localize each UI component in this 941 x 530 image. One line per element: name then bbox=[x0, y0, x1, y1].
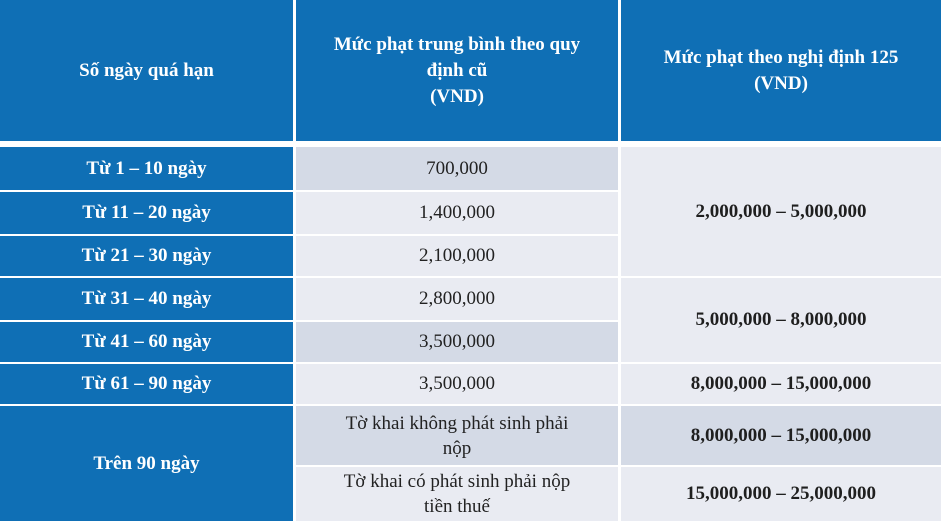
row-label-text: Từ 21 – 30 ngày bbox=[81, 245, 212, 266]
row-label-over-90 bbox=[0, 406, 296, 523]
new-fine-cell bbox=[621, 467, 941, 523]
row-label bbox=[0, 322, 296, 364]
old-fine-cell bbox=[296, 147, 621, 192]
new-fine-value: 15,000,000 – 25,000,000 bbox=[686, 483, 876, 504]
old-fine-value: 3,500,000 bbox=[419, 331, 495, 352]
header-days bbox=[0, 0, 296, 141]
old-fine-cell bbox=[296, 236, 621, 278]
new-fine-value: 8,000,000 – 15,000,000 bbox=[690, 373, 872, 394]
row-label-text: Từ 41 – 60 ngày bbox=[81, 331, 212, 352]
new-fine-cell bbox=[621, 147, 941, 278]
row-label-text: Từ 1 – 10 ngày bbox=[86, 157, 207, 179]
row-label-text: Trên 90 ngày bbox=[93, 452, 200, 474]
row-label bbox=[0, 147, 296, 192]
old-fine-cell bbox=[296, 467, 621, 523]
row-label bbox=[0, 364, 296, 406]
old-fine-value: Tờ khai có phát sinh phải nộp tiền thuế bbox=[343, 471, 571, 517]
row-label bbox=[0, 278, 296, 322]
old-fine-cell bbox=[296, 322, 621, 364]
old-fine-value: Tờ khai không phát sinh phải nộp bbox=[345, 412, 569, 459]
old-fine-cell bbox=[296, 278, 621, 322]
header-days-label: Số ngày quá hạn bbox=[79, 59, 214, 81]
row-label-text: Từ 31 – 40 ngày bbox=[81, 288, 212, 309]
new-fine-value: 2,000,000 – 5,000,000 bbox=[695, 200, 867, 222]
row-label-text: Từ 11 – 20 ngày bbox=[82, 202, 211, 223]
row-label-text: Từ 61 – 90 ngày bbox=[81, 373, 212, 394]
old-fine-value: 2,800,000 bbox=[419, 288, 495, 309]
new-fine-cell bbox=[621, 278, 941, 364]
old-fine-value: 2,100,000 bbox=[419, 245, 495, 266]
new-fine-value: 8,000,000 – 15,000,000 bbox=[690, 424, 872, 446]
old-fine-cell bbox=[296, 192, 621, 236]
header-old-fine bbox=[296, 0, 621, 141]
new-fine-cell bbox=[621, 406, 941, 467]
row-label bbox=[0, 236, 296, 278]
old-fine-cell bbox=[296, 364, 621, 406]
old-fine-value: 1,400,000 bbox=[419, 202, 495, 223]
old-fine-cell bbox=[296, 406, 621, 467]
row-label bbox=[0, 192, 296, 236]
header-new-fine bbox=[621, 0, 941, 141]
new-fine-cell bbox=[621, 364, 941, 406]
old-fine-value: 700,000 bbox=[426, 157, 488, 179]
header-old-fine-label: Mức phạt trung bình theo quy định cũ (VND) bbox=[333, 33, 581, 107]
new-fine-value: 5,000,000 – 8,000,000 bbox=[695, 309, 867, 330]
old-fine-value: 3,500,000 bbox=[419, 373, 495, 394]
header-new-fine-label: Mức phạt theo nghị định 125 (VND) bbox=[663, 46, 899, 94]
